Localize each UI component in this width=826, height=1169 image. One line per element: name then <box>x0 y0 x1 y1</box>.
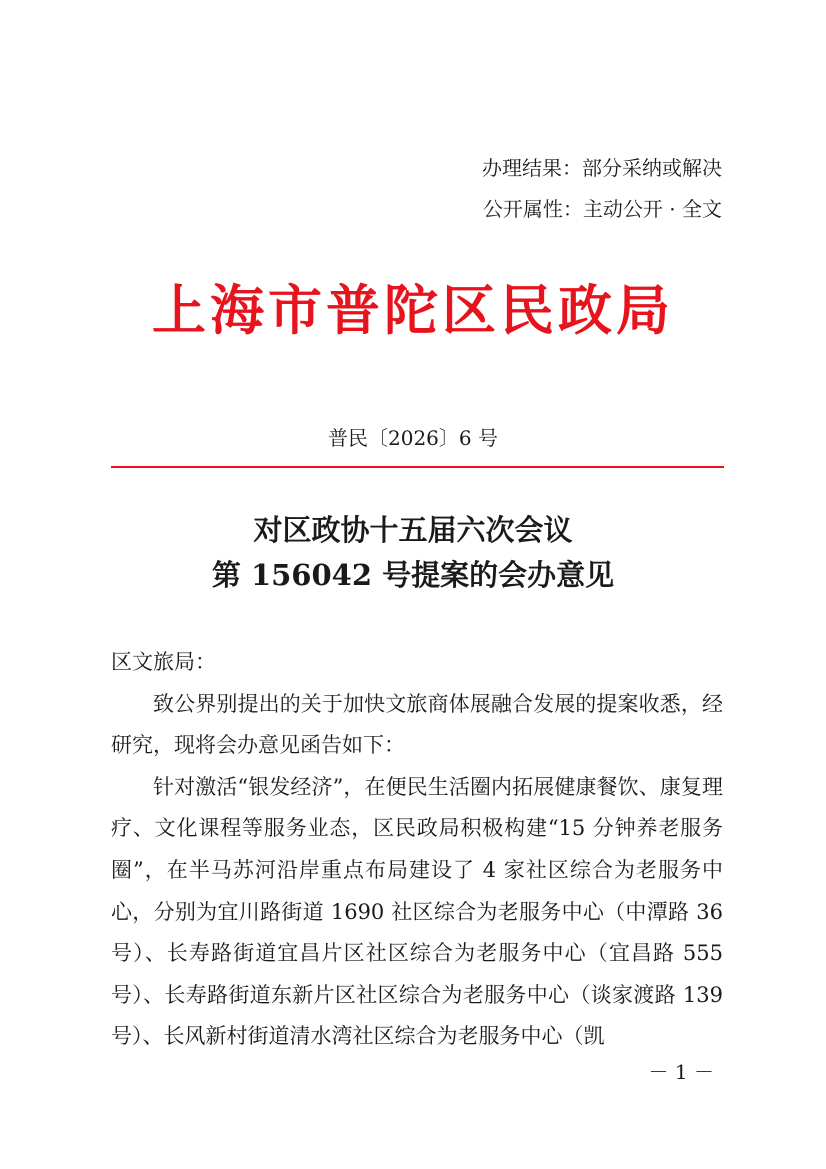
public-attribute: 公开属性：主动公开 · 全文 <box>482 197 722 221</box>
page-number: － 1 － <box>648 1060 714 1084</box>
document-number: 普民〔2026〕6 号 <box>328 426 498 450</box>
body-paragraph: 致公界别提出的关于加快文旅商体展融合发展的提案收悉，经研究，现将会办意见函告如下： <box>111 691 723 758</box>
document-body <box>111 642 723 1058</box>
handling-result: 办理结果：部分采纳或解决 <box>482 156 722 180</box>
red-divider-line <box>111 466 724 468</box>
document-title-line2: 第 156042 号提案的会办意见 <box>211 558 615 592</box>
addressee: 区文旅局： <box>111 650 216 674</box>
issuing-organization: 上海市普陀区民政局 <box>152 278 674 342</box>
document-title-line1: 对区政协十五届六次会议 <box>253 513 573 547</box>
body-paragraph: 针对激活“银发经济”，在便民生活圈内拓展健康餐饮、康复理疗、文化课程等服务业态，区民政局积极构建“15 分钟养老服务圈”，在半马苏河沿岸重点布局建设了 4 家社区综合为老服务中心，分别为宜川路街道 1690 社区综合为老服务中心（中潭路 36 号）、长寿路街道宜昌片区社区综合为老服务中心（宜昌路 555 号）、长寿路街道东新片区社区综合为老服务中心（谈家渡路 139 号）、长风新村街道清水湾社区综合为老服务中心（凯 <box>111 774 723 1049</box>
